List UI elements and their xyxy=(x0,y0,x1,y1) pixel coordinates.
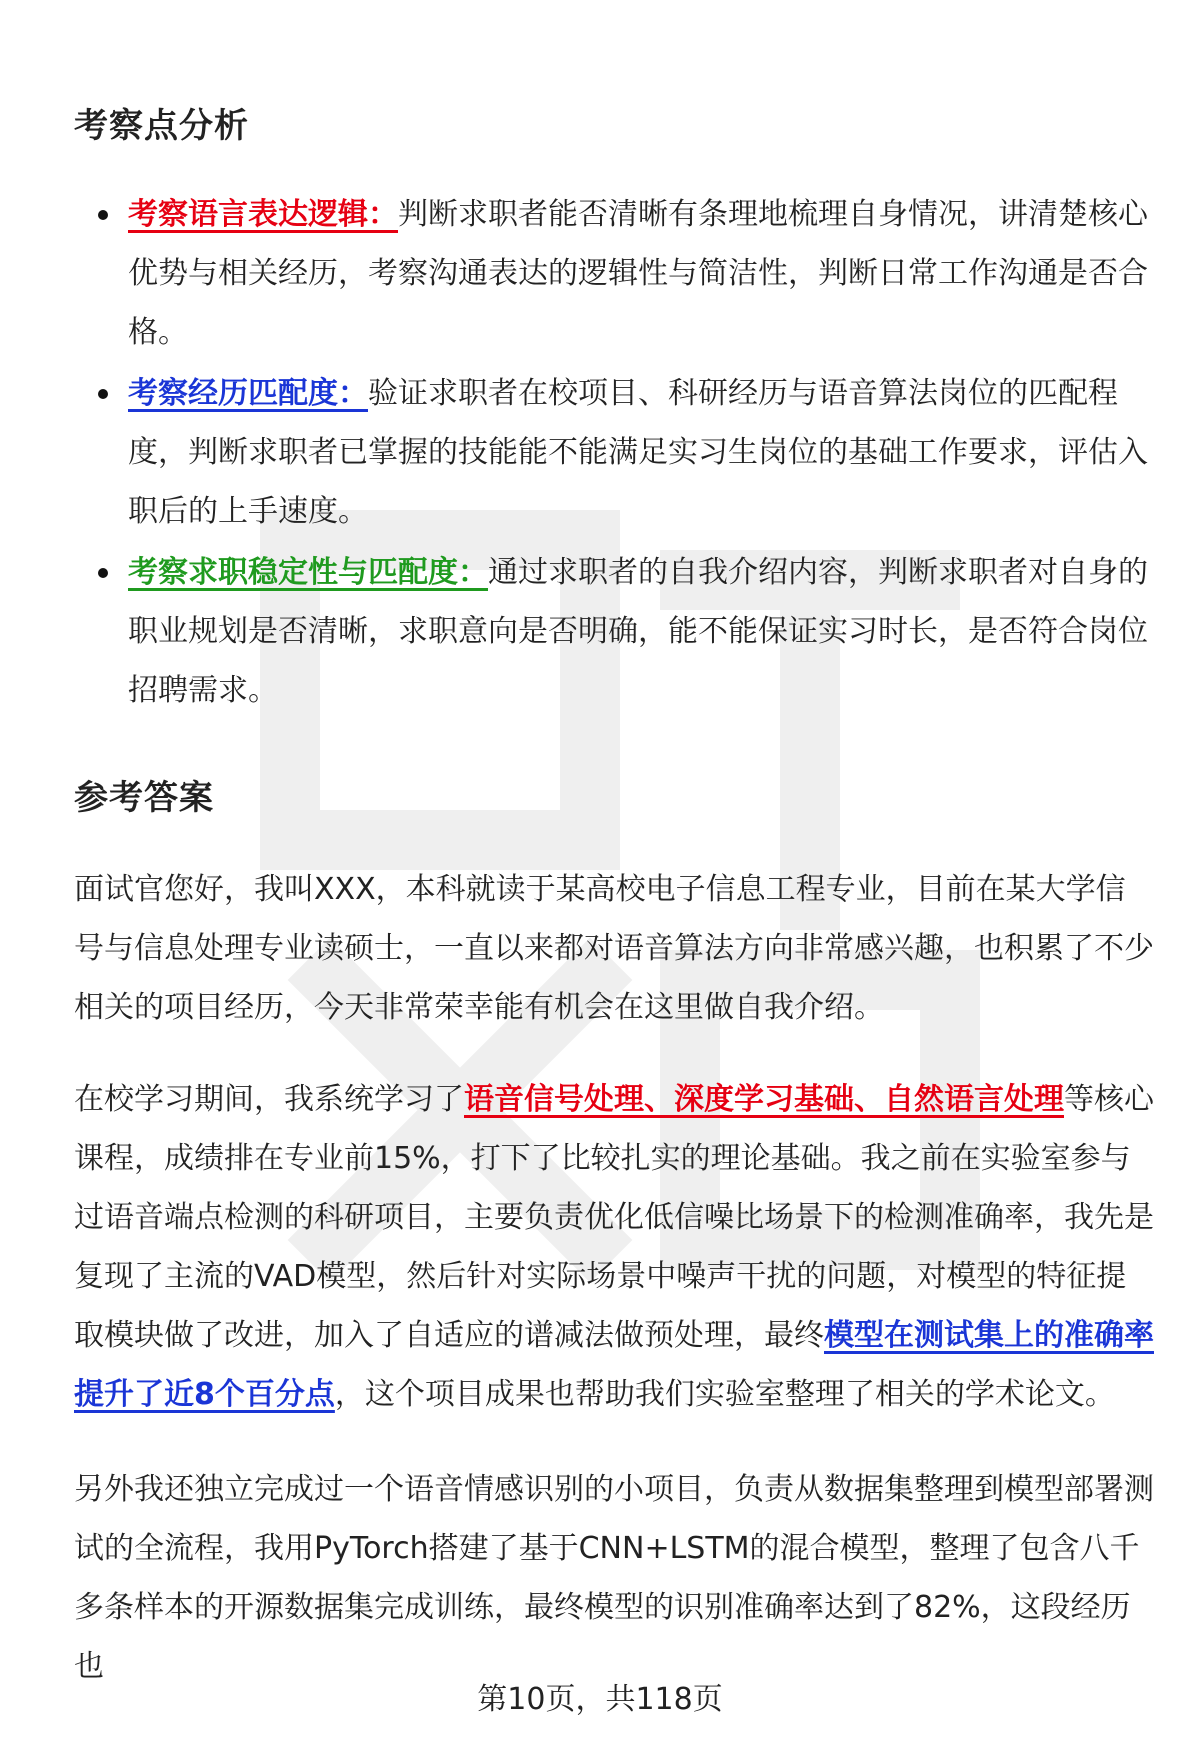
bullet-icon xyxy=(98,568,108,578)
highlight-courses: 语音信号处理、深度学习基础、自然语言处理 xyxy=(464,1082,1064,1117)
bullet-icon xyxy=(98,389,108,399)
list-item xyxy=(74,364,1154,541)
answer-paragraph-1: 面试官您好，我叫XXX，本科就读于某高校电子信息工程专业，目前在某大学信号与信息处理专业读硕士，一直以来都对语音算法方向非常感兴趣，也积累了不少相关的项目经历，今天非常荣幸能有机会在这里做自我介绍。 xyxy=(74,872,1154,1025)
bullet-icon xyxy=(98,210,108,220)
point-text-1: 判断求职者能否清晰有条理地梳理自身情况，讲清楚核心优势与相关经历，考察沟通表达的逻辑性与简洁性，判断日常工作沟通是否合格。 xyxy=(128,197,1148,350)
page-number: 第10页，共118页 xyxy=(477,1682,723,1717)
point-key-3: 考察求职稳定性与匹配度： xyxy=(128,555,488,590)
point-text-3: 通过求职者的自我介绍内容，判断求职者对自身的职业规划是否清晰，求职意向是否明确，能不能保证实习时长，是否符合岗位招聘需求。 xyxy=(128,555,1148,708)
analysis-list xyxy=(74,185,1154,722)
section-title-analysis: 考察点分析 xyxy=(74,106,249,146)
answer-text: ，这个项目成果也帮助我们实验室整理了相关的学术论文。 xyxy=(334,1377,1115,1412)
answer-paragraph-3: 另外我还独立完成过一个语音情感识别的小项目，负责从数据集整理到模型部署测试的全流程，我用PyTorch搭建了基于CNN+LSTM的混合模型，整理了包含八千多条样本的开源数据集完成训练，最终模型的识别准确率达到了82%，这段经历也 xyxy=(74,1472,1154,1684)
highlight-result: 模型在测试集上的准确率提升了近8个百分点 xyxy=(74,1318,1154,1412)
section-title-answer: 参考答案 xyxy=(74,778,214,818)
list-item xyxy=(74,185,1154,362)
point-key-2: 考察经历匹配度： xyxy=(128,376,368,411)
point-key-1: 考察语言表达逻辑： xyxy=(128,197,398,232)
answer-text: 在校学习期间，我系统学习了 xyxy=(74,1082,464,1117)
list-item xyxy=(74,543,1154,720)
answer-text: 等核心课程，成绩排在专业前15%，打下了比较扎实的理论基础。我之前在实验室参与过语音端点检测的科研项目，主要负责优化低信噪比场景下的检测准确率，我先是复现了主流的VAD模型，然后针对实际场景中噪声干扰的问题，对模型的特征提取模块做了改进，加入了自适应的谱减法做预处理，最终 xyxy=(74,1082,1154,1353)
answer-paragraph-2 xyxy=(74,1070,1154,1424)
point-text-2: 验证求职者在校项目、科研经历与语音算法岗位的匹配程度，判断求职者已掌握的技能能不能满足实习生岗位的基础工作要求，评估入职后的上手速度。 xyxy=(128,376,1148,529)
